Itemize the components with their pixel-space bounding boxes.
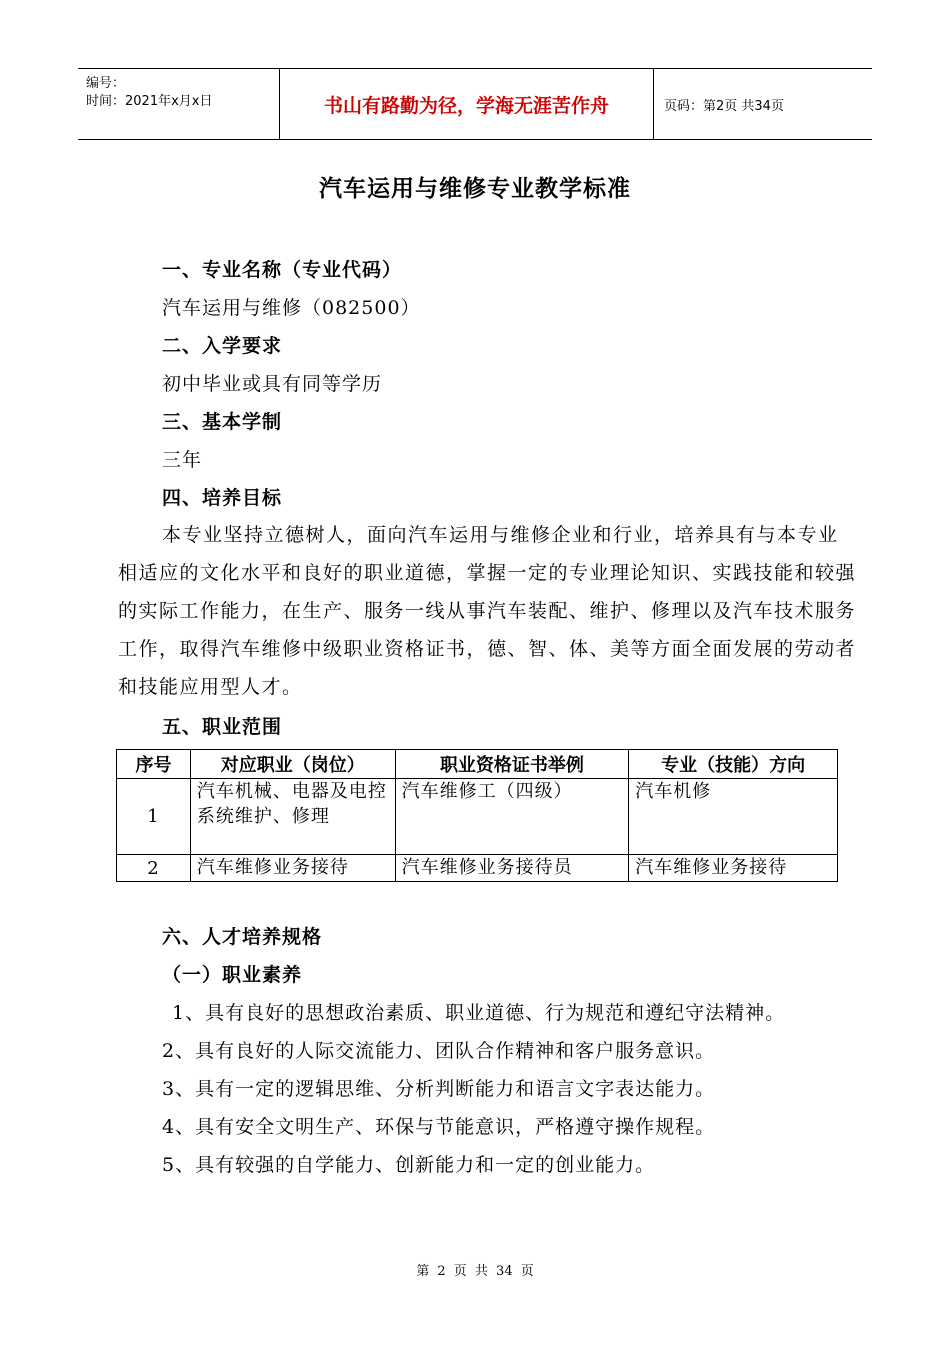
table-header-cell: 职业资格证书举例 [395, 750, 629, 779]
table-cell: 汽车维修业务接待 [190, 855, 395, 882]
section-3-body: 三年 [162, 449, 203, 471]
section-1-heading: 一、专业名称（专业代码） [162, 259, 403, 281]
quality-item: 3、具有一定的逻辑思维、分析判断能力和语言文字表达能力。 [162, 1078, 716, 1100]
quality-item: 2、具有良好的人际交流能力、团队合作精神和客户服务意识。 [162, 1040, 716, 1062]
table-header-cell: 对应职业（岗位） [190, 750, 395, 779]
page-header [78, 68, 872, 140]
section-6-heading: 六、人才培养规格 [162, 926, 323, 948]
quality-item: 5、具有较强的自学能力、创新能力和一定的创业能力。 [162, 1154, 656, 1176]
header-meta [78, 69, 280, 139]
table-row [117, 779, 838, 855]
quality-item: 4、具有安全文明生产、环保与节能意识，严格遵守操作规程。 [162, 1116, 716, 1138]
document-title: 汽车运用与维修专业教学标准 [319, 176, 631, 202]
section-4-heading: 四、培养目标 [162, 487, 283, 509]
table-cell: 汽车维修业务接待员 [395, 855, 629, 882]
header-motto: 书山有路勤为径，学海无涯苦作舟 [280, 69, 654, 139]
section-3-heading: 三、基本学制 [162, 411, 283, 433]
table-header-row [117, 750, 838, 779]
time-label: 时间：2021年x月x日 [86, 94, 213, 109]
table-header-cell: 专业（技能）方向 [629, 750, 838, 779]
table-cell: 2 [117, 855, 191, 882]
table-cell: 汽车维修业务接待 [629, 855, 838, 882]
number-label: 编号： [86, 76, 126, 91]
section-2-heading: 二、入学要求 [162, 335, 283, 357]
table-cell: 1 [117, 779, 191, 855]
section-1-body: 汽车运用与维修（082500） [162, 297, 421, 319]
page-footer: 第 2 页 共 34 页 [416, 1264, 534, 1279]
section-5-heading: 五、职业范围 [162, 716, 283, 738]
section-4-body [118, 516, 858, 706]
table-row [117, 855, 838, 882]
section-4-text: 本专业坚持立德树人，面向汽车运用与维修企业和行业，培养具有与本专业相适应的文化水平和良好的职业道德，掌握一定的专业理论知识、实践技能和较强的实际工作能力，在生产、服务一线从事汽车装配、维护、修理以及汽车技术服务工作，取得汽车维修中级职业资格证书，德、智、体、美等方面全面发展的劳动者和技能应用型人才。 [118, 524, 857, 698]
table-cell: 汽车机修 [629, 779, 838, 855]
occupation-table [116, 749, 838, 882]
table-cell: 汽车机械、电器及电控系统维护、修理 [190, 779, 395, 855]
section-6-subheading: （一）职业素养 [162, 964, 303, 986]
section-2-body: 初中毕业或具有同等学历 [162, 373, 383, 395]
header-page-info: 页码：第2页 共34页 [664, 98, 784, 114]
table-cell: 汽车维修工（四级） [395, 779, 629, 855]
table-header-cell: 序号 [117, 750, 191, 779]
quality-item: 1、具有良好的思想政治素质、职业道德、行为规范和遵纪守法精神。 [172, 1002, 786, 1024]
